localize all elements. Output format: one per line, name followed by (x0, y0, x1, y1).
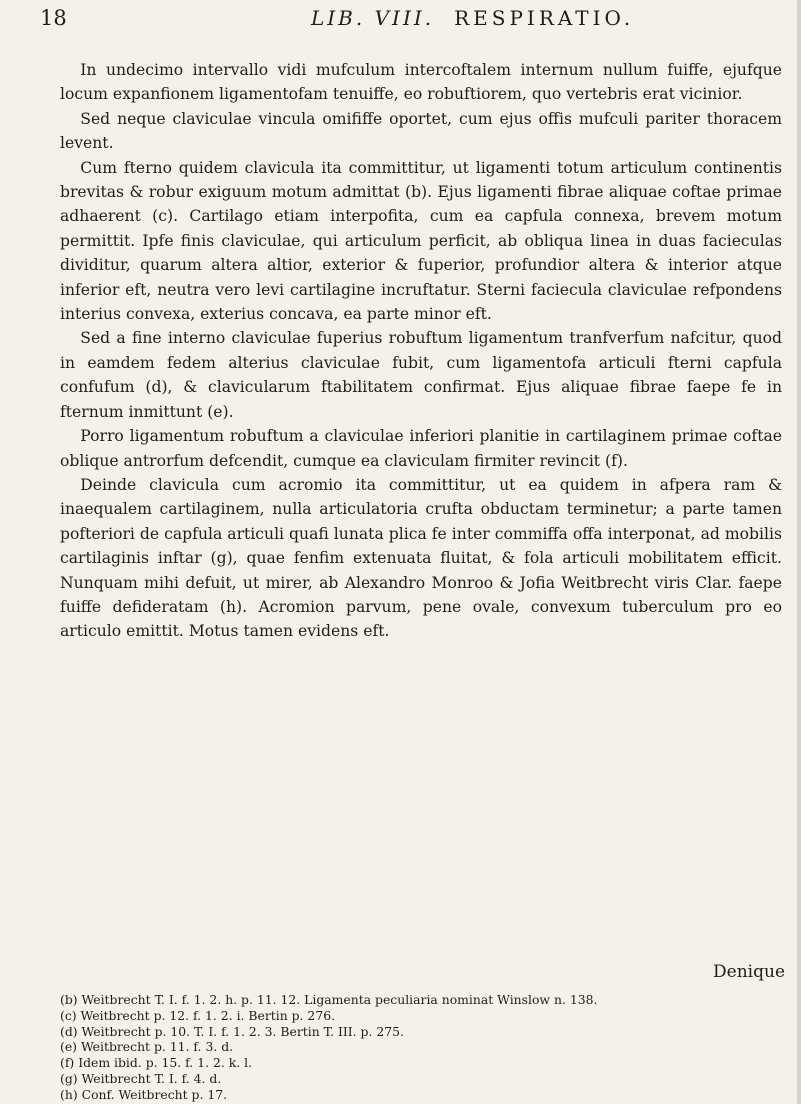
running-title (311, 6, 634, 30)
paragraph: Cum fterno quidem clavicula ita committitur, ut ligamenti totum articulum continentis brevitas & robur exiguum motum admittat (b). Ejus ligamenti fibrae aliquae coftae primae adhaerent (c). Cartilago etiam interpofita, cum ea capfula connexa, brevem motum permittit. Ipfe finis claviculae, qui articulum perficit, ab obliqua linea in duas facieculas dividitur, quarum altera altior, exterior & fuperior, profundior altera & interior atque inferior eft, neutra vero levi cartilagine incruftatur. Sterni facieculа claviculae refpondens interius convexa, exterius concava, ea parte minor eft. (60, 158, 782, 324)
paragraph: Sed a fine interno claviculae fuperius robuftum ligamentum tranfverfum nafcitur, quod in eamdem fedem alterius claviculae fubit, cum ligamentofa articuli fterni capfula confufum (d), & clavicularum ftabilitatem confirmat. Ejus aliquae fibrae faepe fe in fternum inmittunt (e). (60, 329, 782, 421)
page-edge (797, 0, 801, 1104)
footnote: (b) Weitbrecht T. I. f. 1. 2. h. p. 11. 12. Ligamenta peculiaria nominat Winslow n. 138. (60, 992, 598, 1007)
paragraph: Sed neque claviculae vincula omififfe oportet, cum ejus offis mufculi pariter thoracem levent. (60, 109, 782, 153)
running-header (40, 6, 775, 38)
footnote: (d) Weitbrecht p. 10. T. I. f. 1. 2. 3. Bertin T. III. p. 275. (60, 1023, 404, 1039)
footnotes (60, 992, 782, 1103)
book-label: LIB. VIII. (311, 6, 435, 30)
footnote: (h) Conf. Weitbrecht p. 17. (60, 1086, 228, 1102)
footnote: (f) Idem ibid. p. 15. f. 1. 2. k. l. (60, 1055, 252, 1071)
footnote: (e) Weitbrecht p. 11. f. 3. d. (60, 1039, 234, 1055)
footnote: (g) Weitbrecht T. I. f. 4. d. (60, 1070, 222, 1086)
paragraph: In undecimo intervallo vidi mufculum intercoftalem internum nullum fuiffe, ejufque locum expanfionem ligamentofam tenuiffe, eo robuftiorem, quo vertebris erat vicinior. (60, 61, 782, 104)
page-number: 18 (40, 6, 67, 30)
footnote: (c) Weitbrecht p. 12. f. 1. 2. i. Bertin p. 276. (60, 1007, 336, 1023)
section-label: RESPIRATIO. (454, 6, 635, 30)
paragraph: Porro ligamentum robuftum a claviculae inferiori planitie in cartilaginem primae coftae oblique antrorfum defcendit, cumque ea claviculam firmiter revincit (f). (60, 427, 782, 470)
main-text (60, 58, 782, 644)
catchword: Denique (713, 962, 785, 982)
paragraph: Deinde clavicula cum acromio ita committitur, ut ea quidem in afpera ram & inaequalem cartilaginem, nulla articulatoria crufta obductam terminetur; a parte tamen pofteriori de capfula articuli quafi lunata plica fe inter commiffa offa interponat, ad mobilis cartilaginis inftar (g), quae fenfim extenuata fluitat, & fola articuli mobilitatem efficit. Nunquam mihi defuit, ut mirer, ab Alexandro Monroo & Jofia Weitbrecht viris Clar. faepe fuiffe defideratam (h). Acromion parvum, pene ovale, convexum tuberculum pro eo articulo emittit. Motus tamen evidens eft. (60, 475, 782, 641)
